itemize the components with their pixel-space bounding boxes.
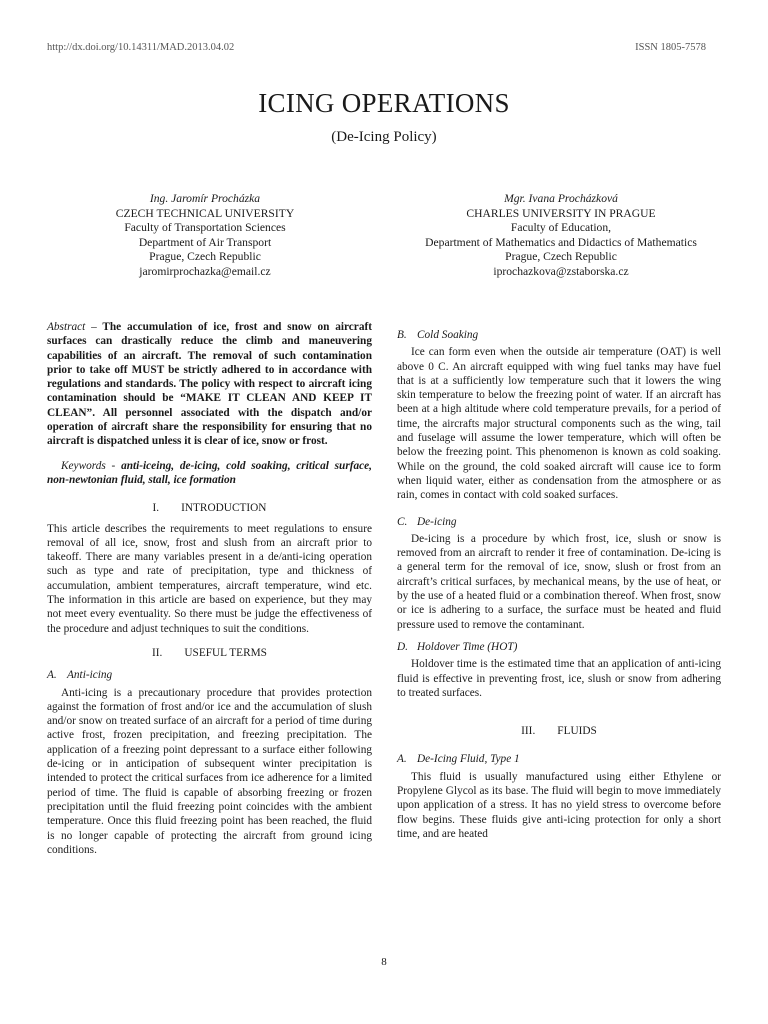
author-department: Department of Mathematics and Didactics of Mathematics (425, 235, 697, 249)
section-number: I. (152, 502, 160, 515)
subsection-heading-type1 (397, 752, 721, 766)
section-title: USEFUL TERMS (184, 646, 267, 659)
author-faculty: Faculty of Education, (510, 221, 612, 235)
cold-soaking-paragraph: Ice can form even when the outside air temperature (OAT) is well above 0 C. An aircraft equipped with wing fuel tanks may have fuel that is at a sufficiently low temperature such that it lowers the wing skin temperature to below the freezing point of water. If an aircraft has been at a high altitude where cold temperature prevails, for a period of time, the aircrafts major structural components such as the wing, tail and fuselage will assume the lower temperature, which will often be below the freezing point. This phenomenon is known as cold soaking. While on the ground, the cold soaked aircraft will cause ice to form when liquid water, either as condensation from the atmosphere or as rain, comes in contact with cold soaked surfaces. (397, 346, 721, 502)
author-faculty: Faculty of Transportation Sciences (124, 221, 286, 235)
anti-icing-paragraph: Anti-icing is a precautionary procedure that provides protection against the formation of frost and/or ice and the accumulation of slush and/or snow on treated surface of an aircraft for a period of time during active frost, frozen precipitation, and freezing precipitation. The application of a freezing point depressant to a surface either following de-icing or in anticipation of subsequent winter precipitation is intended to protect the critical surfaces from ice adherence for a limited period of time. The fluid is capable of absorbing freezing or frozen precipitation until the fluid freezing point coincides with the ambient temperature. Once this fluid freezing point has been reached, the fluid is no longer capable of protecting the aircraft from ground icing conditions. (47, 686, 372, 856)
holdover-paragraph: Holdover time is the estimated time that an application of anti-icing fluid is effective in preventing frost, ice, slush or snow from adhering to treated surfaces. (397, 658, 721, 699)
author-location: Prague, Czech Republic (505, 250, 617, 264)
author-email[interactable]: jaromirprochazka@email.cz (139, 264, 271, 278)
doi-link[interactable]: http://dx.doi.org/10.14311/MAD.2013.04.02 (47, 42, 235, 53)
author-location: Prague, Czech Republic (149, 250, 261, 264)
abstract-lead: Abstract – (47, 321, 97, 333)
author-name: Ing. Jaromír Procházka (149, 192, 261, 205)
type1-paragraph: This fluid is usually manufactured using either Ethylene or Propylene Glycol as its base. The fluid will begin to move immediately upon application of a stress. It has no yield stress to overcome before flow begins. These fluids give anti-icing protection for only a short time, and are heated (397, 770, 721, 840)
page-number: 8 (381, 956, 387, 968)
subsection-label: B. (397, 329, 407, 341)
author-name: Mgr. Ivana Procházková (504, 192, 618, 205)
author-block-2 (405, 192, 717, 280)
section-heading-intro (47, 501, 372, 515)
subsection-heading-anti-icing (47, 668, 372, 682)
subsection-title: De-icing (417, 515, 457, 528)
keywords (47, 459, 372, 488)
subsection-heading-holdover (397, 640, 721, 654)
issn-label: ISSN 1805-7578 (635, 42, 706, 53)
section-number: III. (521, 725, 536, 738)
section-heading-terms (47, 646, 372, 660)
subsection-label: A. (47, 669, 57, 682)
subsection-title: De-Icing Fluid, Type 1 (417, 753, 520, 766)
section-heading-fluids (397, 724, 721, 738)
subsection-title: Anti-icing (67, 669, 113, 682)
subsection-heading-de-icing (397, 515, 721, 529)
de-icing-paragraph: De-icing is a procedure by which frost, ice, slush or snow is removed from an aircraft to render it free of contamination. De-icing is a general term for the removal of ice, snow, slush or frost from an aircraft’s critical surfaces, by mechanical means, by the use of heat, or by the use of a heated fluid or a combination thereof. When frost, snow or ice is adhering to a surface, the surface must be heated and fluid pressure used to remove the contaminant. (397, 532, 721, 631)
subsection-title: Holdover Time (HOT) (417, 640, 518, 653)
keywords-text: anti-iceing, de-icing, cold soaking, critical surface, non-newtonian fluid, stall, ice formation (47, 459, 373, 486)
section-number: II. (152, 646, 163, 659)
paper-title: ICING OPERATIONS (258, 88, 510, 118)
author-department: Department of Air Transport (138, 235, 272, 249)
subsection-label: A. (397, 753, 407, 766)
author-block-1 (60, 192, 350, 280)
author-affiliation: CZECH TECHNICAL UNIVERSITY (115, 206, 295, 220)
abstract (47, 320, 372, 449)
author-affiliation: CHARLES UNIVERSITY IN PRAGUE (466, 206, 656, 220)
paper-subtitle: (De-Icing Policy) (331, 129, 437, 145)
subsection-label: C. (397, 515, 408, 528)
section-title: INTRODUCTION (181, 502, 267, 515)
section-title: FLUIDS (557, 725, 597, 738)
intro-paragraph: This article describes the requirements to meet regulations to ensure removal of all ice, snow, frost and slush from an aircraft prior to takeoff. There are many variables present in a de/anti-icing operation such as type and rate of precipitation, type and thickness of accumulation, ambient temperatures, aircraft temperature, wind etc. The information in this article are based on experience, but they may not meet every eventuality. So there must be judge the effectiveness of the procedure and adjust techniques to suit the conditions. (47, 522, 372, 635)
keywords-lead: Keywords - (61, 459, 116, 472)
subsection-title: Cold Soaking (417, 329, 479, 341)
subsection-label: D. (397, 640, 408, 653)
author-email[interactable]: iprochazkova@zstaborska.cz (493, 264, 629, 278)
abstract-text: The accumulation of ice, frost and snow on aircraft surfaces can drastically reduce the climb and maneuvering capabilities of an aircraft. The removal of such contamination prior to take off MUST be strictly adhered to in accordance with regulations and standards. The policy with respect to aircraft icing contamination should be “MAKE IT CLEAN AND KEEP IT CLEAN”. All personnel associated with the dispatch and/or operation of aircraft share the responsibility for ensuring that no aircraft is dispatched unless it is clear of ice, snow or frost. (47, 321, 372, 448)
subsection-heading-cold-soaking (397, 328, 721, 342)
right-column (397, 320, 721, 841)
left-column (47, 320, 372, 857)
